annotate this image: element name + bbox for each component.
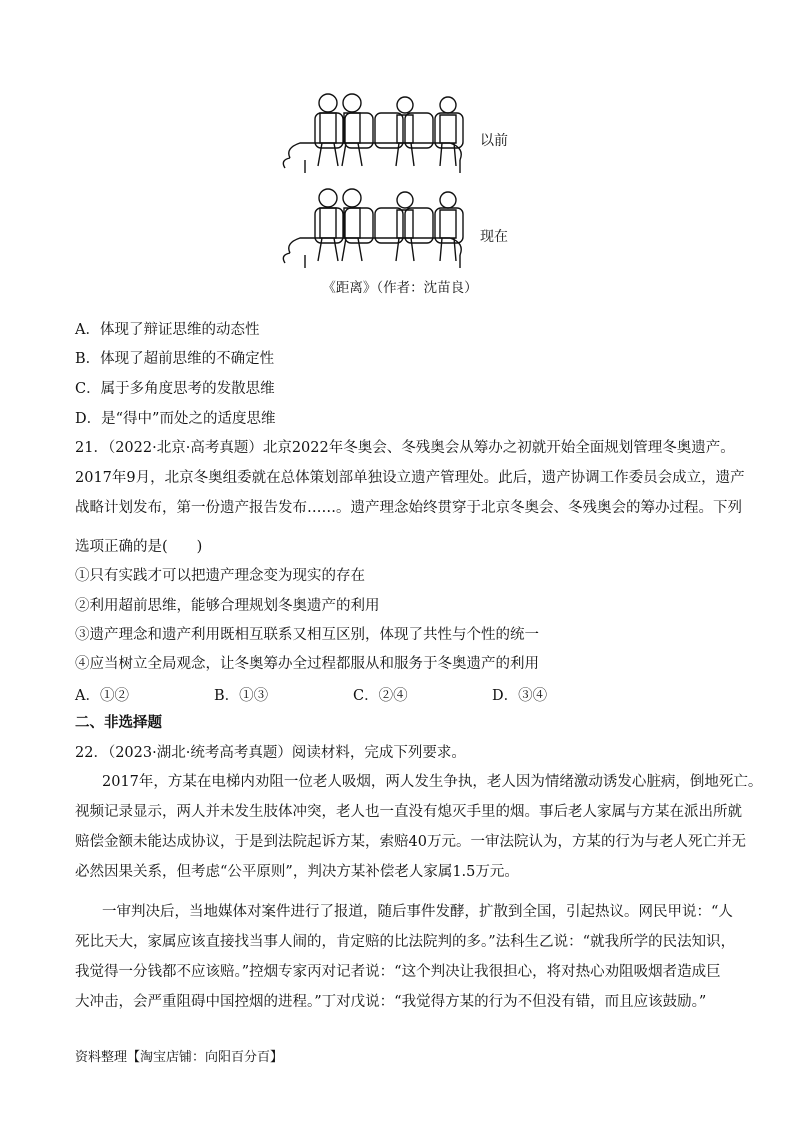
q21-option-c: C．②④ — [353, 688, 408, 704]
q21-option-b: B．①③ — [214, 688, 269, 704]
q21-option-a: A．①② — [75, 688, 129, 704]
label-now: 现在 — [480, 229, 508, 245]
cartoon-illustration — [280, 88, 540, 278]
q21-statement: ③遗产理念和遗产利用既相互联系又相互区别，体现了共性与个性的统一 — [75, 627, 539, 643]
q22-paragraph-line: 死比天大，家属应该直接找当事人闹的，肯定赔的比法院判的多。”法科生乙说：“就我所学的民法知识， — [75, 934, 736, 950]
q21-stem-line: 战略计划发布，第一份遗产报告发布……。遗产理念始终贯穿于北京冬奥会、冬残奥会的筹办过程。下列 — [75, 500, 742, 516]
q22-paragraph-line: 必然因果关系，但考虑“公平原则”，判决方某补偿老人家属1.5万元。 — [75, 864, 519, 880]
q21-stem-line: 选项正确的是( ) — [75, 539, 203, 555]
q21-statement: ①只有实践才可以把遗产理念变为现实的存在 — [75, 568, 365, 584]
q21-stem-line: 2017年9月，北京冬奥组委就在总体策划部单独设立遗产管理处。此后，遗产协调工作委员会成立，遗产 — [75, 470, 745, 486]
q22-intro: 22．（2023·湖北·统考高考真题）阅读材料，完成下列要求。 — [75, 745, 466, 761]
q22-paragraph-line: 赔偿金额未能达成协议，于是到法院起诉方某，索赔40万元。一审法院认为，方某的行为与老人死亡并无 — [75, 834, 746, 850]
q21-statement: ④应当树立全局观念，让冬奥筹办全过程都服从和服务于冬奥遗产的利用 — [75, 656, 539, 672]
q22-paragraph-line: 一审判决后，当地媒体对案件进行了报道，随后事件发酵，扩散到全国，引起热议。网民甲说：“人 — [102, 904, 733, 920]
bench-people-icon — [280, 88, 480, 278]
q22-paragraph-line: 2017年，方某在电梯内劝阻一位老人吸烟，两人发生争执，老人因为情绪激动诱发心脏病，倒地死亡。 — [102, 774, 763, 790]
page-footer: 资料整理【淘宝店铺：向阳百分百】 — [75, 1050, 284, 1065]
q22-paragraph-line: 视频记录显示，两人并未发生肢体冲突，老人也一直没有熄灭手里的烟。事后老人家属与方某在派出所就 — [75, 804, 742, 820]
q21-stem-line: 21．（2022·北京·高考真题）北京2022年冬奥会、冬残奥会从筹办之初就开始全面规划管理冬奥遗产。 — [75, 440, 735, 456]
section-heading: 二、非选择题 — [75, 715, 162, 731]
q20-option-b: B．体现了超前思维的不确定性 — [75, 351, 275, 367]
q20-option-c: C．属于多角度思考的发散思维 — [75, 381, 275, 397]
q21-statement: ②利用超前思维，能够合理规划冬奥遗产的利用 — [75, 598, 380, 614]
q22-paragraph-line: 大冲击，会严重阻碍中国控烟的进程。”丁对戊说：“我觉得方某的行为不但没有错，而且应该鼓励。” — [75, 994, 707, 1010]
q20-option-a: A．体现了辩证思维的动态性 — [75, 322, 260, 338]
figure-caption: 《距离》（作者：沈苗良） — [322, 280, 478, 296]
q22-paragraph-line: 我觉得一分钱都不应该赔。”控烟专家丙对记者说：“这个判决让我很担心，将对热心劝阻吸烟者造成巨 — [75, 964, 721, 980]
label-before: 以前 — [480, 133, 508, 149]
q21-option-d: D．③④ — [492, 688, 548, 704]
q20-option-d: D．是“得中”而处之的适度思维 — [75, 411, 276, 427]
